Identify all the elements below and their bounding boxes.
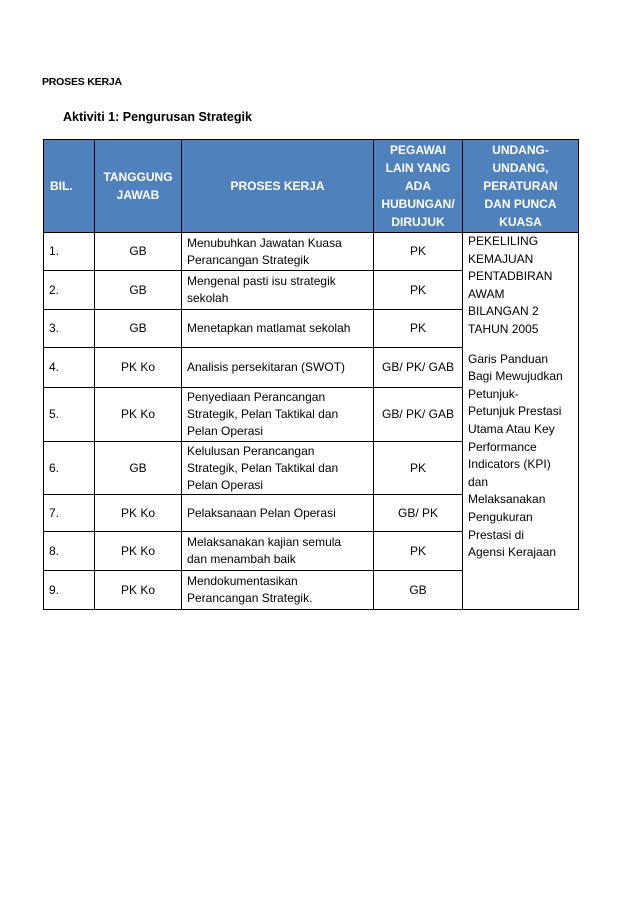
- header-line: DIRUJUK: [391, 215, 445, 229]
- cell-line: Agensi Kerajaan: [468, 545, 557, 560]
- cell-pegawai: PK: [374, 532, 463, 571]
- cell-line: Perancangan Strategik: [187, 252, 310, 267]
- cell-bil: 6.: [44, 442, 95, 495]
- header-proses-kerja: PROSES KERJA: [182, 140, 374, 233]
- cell-line: Prestasi di: [468, 527, 525, 542]
- cell-line: Indicators (KPI): [468, 457, 551, 472]
- cell-bil: 8.: [44, 532, 95, 571]
- header-line: LAIN YANG: [385, 161, 451, 175]
- cell-proses-kerja: [182, 442, 374, 495]
- header-line: ADA: [405, 179, 431, 193]
- cell-proses-kerja: [182, 348, 374, 388]
- cell-pegawai: GB/ PK/ GAB: [374, 348, 463, 388]
- cell-line: BILANGAN 2: [468, 304, 539, 319]
- header-pegawai: [374, 140, 463, 233]
- cell-undang-undang: [463, 233, 579, 610]
- header-line: UNDANG,: [492, 161, 549, 175]
- cell-pegawai: PK: [374, 233, 463, 271]
- cell-line: PENTADBIRAN: [468, 269, 553, 284]
- cell-proses-kerja: [182, 310, 374, 348]
- cell-line: Strategik, Pelan Taktikal dan: [187, 460, 339, 475]
- cell-line: Melaksanakan kajian semula: [187, 535, 342, 549]
- cell-bil: 7.: [44, 495, 95, 532]
- cell-line: sekolah: [187, 291, 229, 305]
- cell-line: Menubuhkan Jawatan Kuasa: [187, 235, 342, 250]
- cell-pegawai: GB: [374, 571, 463, 610]
- table-row: [44, 233, 579, 271]
- cell-line: Analisis persekitaran (SWOT): [187, 360, 346, 374]
- cell-line: Petunjuk Prestasi: [468, 404, 562, 419]
- header-line: TANGGUNG: [103, 170, 173, 184]
- cell-line: Garis Panduan: [468, 351, 549, 366]
- cell-line: dan: [468, 474, 489, 489]
- cell-line: PEKELILING: [468, 234, 539, 248]
- cell-pegawai: GB/ PK/ GAB: [374, 388, 463, 442]
- cell-tanggung-jawab: PK Ko: [95, 388, 182, 442]
- cell-proses-kerja: [182, 233, 374, 271]
- cell-bil: 5.: [44, 388, 95, 442]
- header-line: UNDANG-: [492, 143, 549, 157]
- cell-tanggung-jawab: GB: [95, 310, 182, 348]
- cell-line: Kelulusan Perancangan: [187, 443, 315, 458]
- cell-tanggung-jawab: PK Ko: [95, 532, 182, 571]
- cell-line: Melaksanakan: [468, 492, 546, 507]
- cell-tanggung-jawab: PK Ko: [95, 571, 182, 610]
- cell-line: Mendokumentasikan: [187, 574, 298, 588]
- cell-line: KEMAJUAN: [468, 251, 534, 266]
- cell-tanggung-jawab: PK Ko: [95, 495, 182, 532]
- header-undang-undang: [463, 140, 579, 233]
- cell-line: Penyediaan Perancangan: [187, 390, 326, 404]
- header-tanggung-jawab: [95, 140, 182, 233]
- cell-line: AWAM: [468, 286, 505, 301]
- spacer: [468, 339, 573, 351]
- cell-proses-kerja: [182, 271, 374, 310]
- header-line: JAWAB: [116, 188, 160, 202]
- cell-pegawai: PK: [374, 310, 463, 348]
- cell-tanggung-jawab: GB: [95, 271, 182, 310]
- cell-tanggung-jawab: PK Ko: [95, 348, 182, 388]
- cell-line: Menetapkan matlamat sekolah: [187, 321, 351, 335]
- cell-line: dan menambah baik: [187, 552, 296, 566]
- cell-proses-kerja: [182, 388, 374, 442]
- cell-line: Petunjuk-: [468, 386, 519, 401]
- cell-line: Utama Atau Key: [468, 421, 555, 436]
- cell-line: Pelaksanaan Pelan Operasi: [187, 505, 336, 520]
- cell-pegawai: PK: [374, 442, 463, 495]
- cell-tanggung-jawab: GB: [95, 442, 182, 495]
- cell-line: Performance: [468, 439, 537, 454]
- cell-line: Pengukuran: [468, 509, 533, 524]
- header-line: DAN PUNCA: [484, 197, 557, 211]
- header-line: PERATURAN: [483, 179, 558, 193]
- cell-tanggung-jawab: GB: [95, 233, 182, 271]
- process-table: [43, 139, 579, 610]
- cell-proses-kerja: [182, 532, 374, 571]
- cell-proses-kerja: [182, 495, 374, 532]
- cell-line: Bagi Mewujudkan: [468, 369, 563, 384]
- cell-bil: 3.: [44, 310, 95, 348]
- cell-bil: 1.: [44, 233, 95, 271]
- cell-pegawai: PK: [374, 271, 463, 310]
- section-heading: PROSES KERJA: [42, 76, 122, 88]
- cell-bil: 4.: [44, 348, 95, 388]
- cell-bil: 2.: [44, 271, 95, 310]
- header-bil: BIL.: [44, 140, 95, 233]
- header-line: KUASA: [499, 215, 542, 229]
- header-line: HUBUNGAN/: [381, 197, 455, 211]
- activity-title: Aktiviti 1: Pengurusan Strategik: [63, 110, 252, 124]
- cell-line: Strategik, Pelan Taktikal dan: [187, 407, 339, 421]
- cell-pegawai: GB/ PK: [374, 495, 463, 532]
- cell-line: Pelan Operasi: [187, 424, 264, 438]
- cell-line: Perancangan Strategik.: [187, 591, 313, 605]
- cell-line: Pelan Operasi: [187, 477, 264, 492]
- header-line: PEGAWAI: [389, 143, 446, 157]
- table-header-row: [44, 140, 579, 233]
- cell-bil: 9.: [44, 571, 95, 610]
- cell-proses-kerja: [182, 571, 374, 610]
- cell-line: TAHUN 2005: [468, 321, 539, 336]
- cell-line: Mengenal pasti isu strategik: [187, 274, 336, 288]
